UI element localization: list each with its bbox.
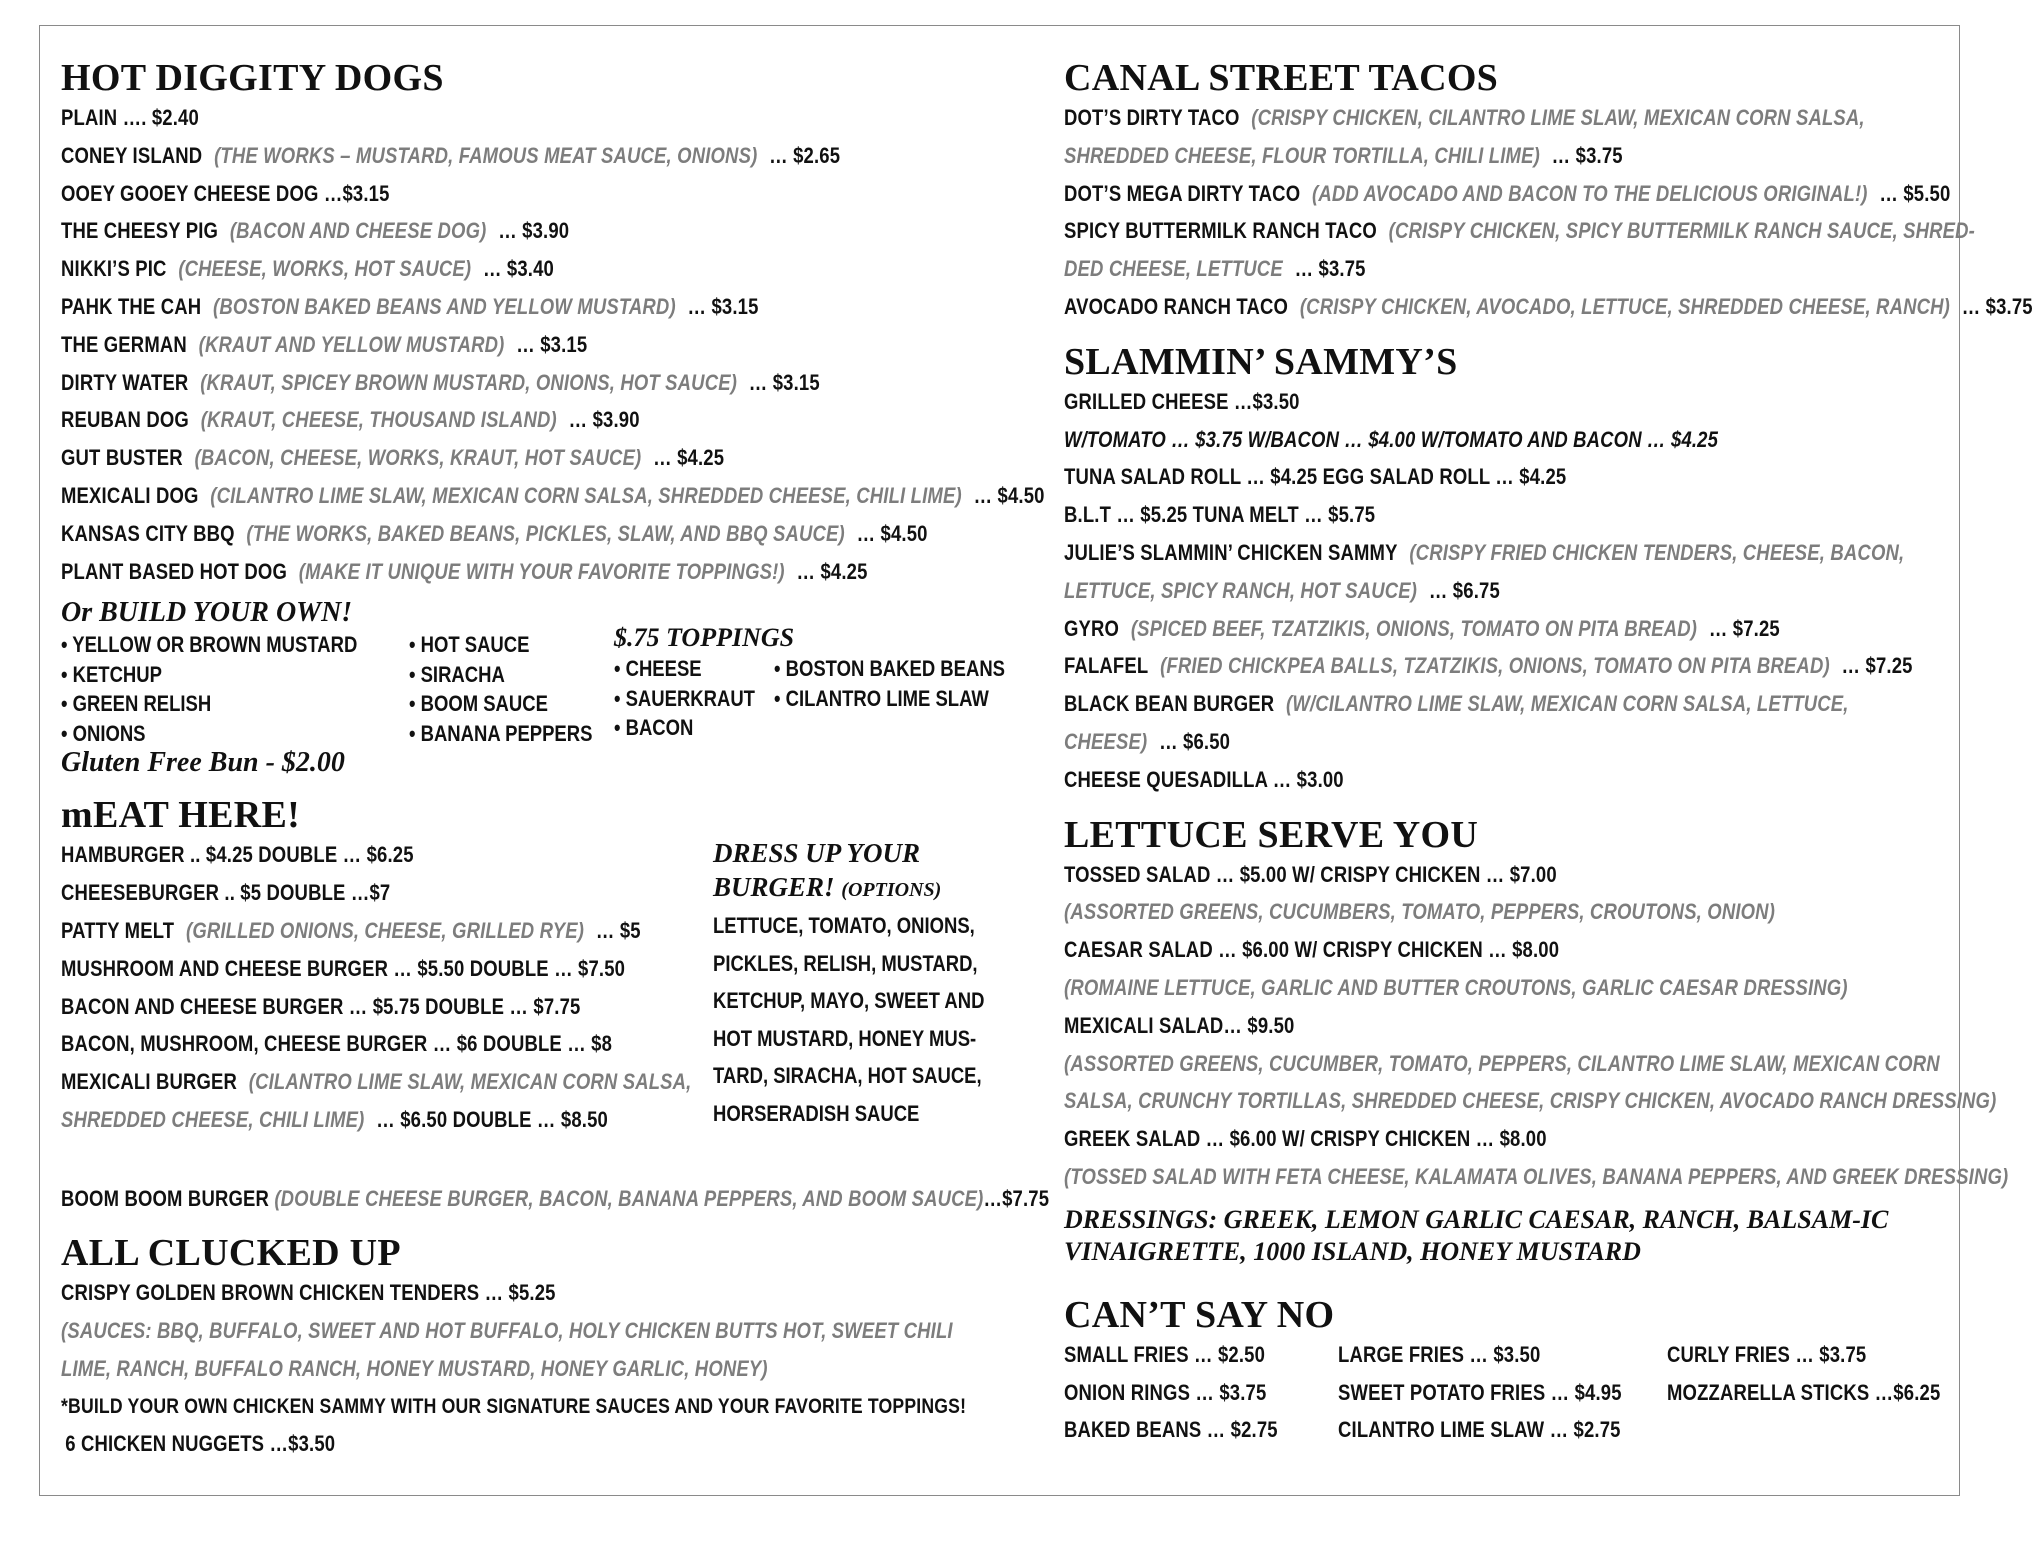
menu-item-description: SHREDDED CHEESE, CHILI LIME) [61,1106,365,1132]
menu-item-description: SALSA, CRUNCHY TORTILLAS, SHREDDED CHEESE, CRISPY CHICKEN, AVOCADO RANCH DRESSING) [1064,1088,1997,1114]
menu-item-description: (ADD AVOCADO AND BACON TO THE DELICIOUS ORIGINAL!) [1312,180,1868,206]
burger-item [61,988,691,1026]
menu-item-name: DOT’S DIRTY TACO [1064,105,1240,130]
menu-item-name: CAESAR SALAD … $6.00 W/ CRISPY CHICKEN … $8.00 [1064,937,1560,963]
menu-item-name: GREEK SALAD … $6.00 W/ CRISPY CHICKEN … $8.00 [1064,1126,1547,1152]
condiments-column-2 [409,630,627,748]
condiments-column-1 [61,630,414,748]
side-item: LARGE FRIES … $3.50 [1338,1341,1541,1367]
menu-item-description: (CRISPY CHICKEN, SPICY BUTTERMILK RANCH SAUCE, SHRED- [1388,218,1975,244]
menu-item-name: MUSHROOM AND CHEESE BURGER … $5.50 DOUBLE … $7.50 [61,955,626,981]
menu-item-price: … $7.25 [1841,653,1913,679]
menu-item-description: (KRAUT AND YELLOW MUSTARD) [198,331,505,357]
meat-here-heading: mEAT HERE! [61,794,301,837]
topping-option: • KETCHUP [61,661,162,687]
menu-item-price: … $6.50 DOUBLE … $8.50 [376,1106,608,1132]
menu-item-description: (KRAUT, SPICEY BROWN MUSTARD, ONIONS, HOT SAUCE) [200,369,738,395]
menu-item-description: (GRILLED ONIONS, CHEESE, GRILLED RYE) [186,917,585,943]
menu-item-price: … $7.25 [1708,615,1780,641]
menu-item-price: … $4.25 [653,445,725,471]
menu-item-name: PAHK THE CAH [61,293,202,319]
hot-dog-item [61,515,928,553]
menu-item-name: BOOM BOOM BURGER [61,1186,270,1212]
menu-item-description: (FRIED CHICKPEA BALLS, TZATZIKIS, ONIONS, TOMATO ON PITA BREAD) [1160,653,1830,679]
menu-item-description: (BOSTON BAKED BEANS AND YELLOW MUSTARD) [213,293,676,319]
salads-list [1064,856,2009,1196]
menu-item-name: TOSSED SALAD … $5.00 W/ CRISPY CHICKEN … $7.00 [1064,861,1557,887]
menu-item-description: (TOSSED SALAD WITH FETA CHEESE, KALAMATA OLIVES, BANANA PEPPERS, AND GREEK DRESSING) [1064,1163,2009,1189]
menu-item-name: B.L.T … $5.25 TUNA MELT … $5.75 [1064,502,1376,528]
hot-dogs-heading: HOT DIGGITY DOGS [61,57,444,99]
menu-item-description: LETTUCE, SPICY RANCH, HOT SAUCE) [1064,577,1418,603]
menu-item-name: MEXICALI SALAD… $9.50 [1064,1012,1295,1038]
topping-option: • GREEN RELISH [61,691,212,717]
sammy-item [1064,496,1820,534]
hot-dog-item [61,175,867,213]
burger-item [61,950,691,988]
salad-item [1064,1120,1820,1158]
sides-column-2 [1338,1336,1676,1449]
menu-item-description: (THE WORKS, BAKED BEANS, PICKLES, SLAW, AND BBQ SAUCE) [246,520,845,546]
menu-item-name: OOEY GOOEY CHEESE DOG …$3.15 [61,180,390,206]
hot-dog-item [61,401,867,439]
menu-item-description: (CILANTRO LIME SLAW, MEXICAN CORN SALSA, [248,1069,692,1095]
build-your-own-options [61,623,1021,748]
salad-item [1064,1082,1997,1120]
sammy-item [1064,572,1820,610]
sammy-item [1064,761,1820,799]
salad-item [1064,893,1820,931]
salad-item [1064,1158,2009,1196]
topping-option: • BOSTON BAKED BEANS [774,656,1005,682]
menu-item-description: (MAKE IT UNIQUE WITH YOUR FAVORITE TOPPINGS!) [298,558,785,584]
menu-item-name: HAMBURGER .. $4.25 DOUBLE … $6.25 [61,842,414,868]
taco-item [1064,212,1975,250]
taco-item [1064,288,2033,326]
menu-item-description: (BACON, CHEESE, WORKS, KRAUT, HOT SAUCE) [194,445,642,471]
menu-item-price: … $6.50 [1159,728,1231,754]
menu-item-name: SPICY BUTTERMILK RANCH TACO [1064,218,1377,244]
menu-item-name: KANSAS CITY BBQ [61,520,235,546]
menu-item-name: FALAFEL [1064,653,1149,679]
chicken-nuggets: 6 CHICKEN NUGGETS …$3.50 [65,1431,336,1457]
topping-option: • SIRACHA [409,661,505,687]
salads-heading: LETTUCE SERVE YOU [1064,813,1479,856]
hot-dog-item [61,439,867,477]
menu-item-price: … $3.15 [748,369,820,395]
menu-item-name: THE GERMAN [61,331,187,357]
menu-item-name: CHEESE QUESADILLA … $3.00 [1064,766,1344,792]
burger-item [61,1063,691,1101]
menu-item-name: AVOCADO RANCH TACO [1064,293,1289,319]
salad-item [1064,969,1848,1007]
sammys-list [1064,458,1964,798]
dress-up-heading [713,836,1013,907]
menu-item-name: PATTY MELT [61,917,175,943]
sammy-item [1064,723,1820,761]
hot-dog-item [61,288,867,326]
dress-up-title: DRESS UP YOUR BURGER! [713,838,921,903]
menu-item-price: … $2.65 [769,142,841,168]
sauces-line-2: LIME, RANCH, BUFFALO RANCH, HONEY MUSTARD, HONEY GARLIC, HONEY) [61,1355,768,1381]
menu-item-price: … $4.50 [973,482,1045,508]
grilled-cheese-options: W/TOMATO … $3.75 W/BACON … $4.00 W/TOMATO AND BACON … $4.25 [1064,426,1719,452]
menu-item-price: … $3.75 [1551,142,1623,168]
topping-option: • ONIONS [61,720,146,746]
taco-item [1064,99,1865,137]
topping-option: • CILANTRO LIME SLAW [774,685,989,711]
burger-section [61,836,1021,1180]
sammy-item [1064,647,1913,685]
hot-dog-item [61,477,1045,515]
taco-item [1064,137,1820,175]
boom-boom-burger [61,1180,1050,1218]
topping-option: • BACON [614,715,694,741]
side-item: ONION RINGS … $3.75 [1064,1379,1267,1405]
menu-item-name: DOT’S MEGA DIRTY TACO [1064,180,1301,206]
menu-item-price: … $3.90 [568,407,640,433]
menu-item-name: MEXICALI DOG [61,482,199,508]
menu-item-description: (CHEESE, WORKS, HOT SAUCE) [178,256,472,282]
hot-dogs-list [61,99,1045,590]
menu-item-description: (W/CILANTRO LIME SLAW, MEXICAN CORN SALSA, LETTUCE, [1286,691,1849,717]
menu-item-name: DIRTY WATER [61,369,189,395]
right-column [1064,57,2033,1454]
menu-item-description: (CILANTRO LIME SLAW, MEXICAN CORN SALSA, SHREDDED CHEESE, CHILI LIME) [210,482,962,508]
menu-item-price: … $3.75 [1961,293,2033,319]
sammys-heading: SLAMMIN’ SAMMY’S [1064,340,1458,383]
menu-item-name: GYRO [1064,615,1120,641]
toppings-heading: $.75 TOPPINGS [614,623,795,653]
side-item: CILANTRO LIME SLAW … $2.75 [1338,1417,1621,1443]
menu-item-price: … $5 [595,917,641,943]
hot-dog-item [61,212,867,250]
topping-option: • CHEESE [614,656,702,682]
menu-item-description: CHEESE) [1064,728,1148,754]
sammy-item [1064,685,1849,723]
sammy-item [1064,610,1820,648]
dress-up-box [713,836,1013,1132]
menu-item-name: THE CHEESY PIG [61,218,219,244]
menu-item-price: … $5.50 [1879,180,1951,206]
menu-item-price: … $3.15 [516,331,588,357]
side-item: SMALL FRIES … $2.50 [1064,1341,1266,1367]
burger-item [61,912,691,950]
menu-item-description: (SPICED BEEF, TZATZIKIS, ONIONS, TOMATO ON PITA BREAD) [1130,615,1698,641]
salad-item [1064,1045,1940,1083]
menu-item-price: …$7.75 [983,1186,1050,1212]
build-chicken-sammy-note: *BUILD YOUR OWN CHICKEN SAMMY WITH OUR SIGNATURE SAUCES AND YOUR FAVORITE TOPPINGS! [61,1394,967,1418]
menu-item-name: NIKKI’S PIC [61,256,167,282]
hot-dog-item [61,99,867,137]
menu-item-name: BACON AND CHEESE BURGER … $5.75 DOUBLE … $7.75 [61,993,581,1019]
hot-dog-item [61,326,867,364]
sammy-item [1064,534,1905,572]
sammy-item [1064,458,1820,496]
menu-item-price: … $4.25 [796,558,868,584]
salad-item [1064,856,1820,894]
build-your-own-heading: Or BUILD YOUR OWN! [61,597,353,629]
menu-item-price: … $3.15 [687,293,759,319]
menu-item-price: … $4.50 [856,520,928,546]
tacos-list [1064,99,2033,326]
menu-item-price: … $3.90 [498,218,570,244]
toppings-column-2 [774,654,1049,713]
menu-item-description: (THE WORKS – MUSTARD, FAMOUS MEAT SAUCE, ONIONS) [214,142,758,168]
side-item: CURLY FRIES … $3.75 [1667,1341,1867,1367]
menu-item-description: DED CHEESE, LETTUCE [1064,256,1283,282]
menu-item-description: (ASSORTED GREENS, CUCUMBER, TOMATO, PEPPERS, CILANTRO LIME SLAW, MEXICAN CORN [1064,1050,1940,1076]
dressings-note: DRESSINGS: GREEK, LEMON GARLIC CAESAR, RANCH, BALSAM-IC VINAIGRETTE, 1000 ISLAND, HONEY MUSTARD [1064,1204,1889,1266]
sides-column-1 [1064,1336,1318,1449]
menu-item-description: (CRISPY CHICKEN, CILANTRO LIME SLAW, MEXICAN CORN SALSA, [1251,105,1865,130]
chicken-tenders: CRISPY GOLDEN BROWN CHICKEN TENDERS … $5.25 [61,1280,556,1306]
dress-up-toppings: LETTUCE, TOMATO, ONIONS, PICKLES, RELISH, MUSTARD, KETCHUP, MAYO, SWEET AND HOT MUSTARD, HONEY MUS-TARD, SIRACHA, HOT SAUCE, HORSERADISH SAUCE [713,913,985,1126]
menu-item-description: (KRAUT, CHEESE, THOUSAND ISLAND) [200,407,557,433]
menu-item-name: JULIE’S SLAMMIN’ CHICKEN SAMMY [1064,539,1398,565]
topping-option: • BANANA PEPPERS [409,720,593,746]
topping-option: • SAUERKRAUT [614,685,755,711]
tacos-heading: CANAL STREET TACOS [1064,57,1499,99]
menu-item-price: … $3.40 [482,256,555,282]
topping-option: • HOT SAUCE [409,632,530,658]
menu-item-name: PLAIN …. $2.40 [61,105,199,130]
hot-dog-item [61,553,867,591]
side-item: BAKED BEANS … $2.75 [1064,1417,1278,1443]
menu-item-description: (ROMAINE LETTUCE, GARLIC AND BUTTER CROUTONS, GARLIC CAESAR DRESSING) [1064,974,1848,1000]
menu-item-description: (DOUBLE CHEESE BURGER, BACON, BANANA PEPPERS, AND BOOM SAUCE) [274,1186,984,1212]
clucked-heading: ALL CLUCKED UP [61,1232,401,1275]
menu-item-name: PLANT BASED HOT DOG [61,558,287,584]
grilled-cheese: GRILLED CHEESE …$3.50 [1064,388,1300,414]
menu-item-name: TUNA SALAD ROLL … $4.25 EGG SALAD ROLL … $4.25 [1064,464,1567,490]
salad-item [1064,1007,1820,1045]
taco-item [1064,250,1820,288]
burger-list [61,836,812,1138]
topping-option: • BOOM SAUCE [409,691,548,717]
dress-up-options-label: (OPTIONS) [841,879,942,902]
menu-item-description: (ASSORTED GREENS, CUCUMBERS, TOMATO, PEPPERS, CROUTONS, ONION) [1064,899,1776,925]
menu-item-name: BLACK BEAN BURGER [1064,691,1275,717]
menu-item-price: … $3.75 [1294,256,1366,282]
burger-item [61,874,691,912]
menu-item-name: MEXICALI BURGER [61,1069,238,1095]
menu-item-price: … $6.75 [1428,577,1500,603]
sauces-line-1: (SAUCES: BBQ, BUFFALO, SWEET AND HOT BUFFALO, HOLY CHICKEN BUTTS HOT, SWEET CHILI [61,1317,953,1343]
topping-option: • YELLOW OR BROWN MUSTARD [61,632,358,658]
burger-item [61,836,691,874]
hot-dog-item [61,364,867,402]
burger-item [61,1025,691,1063]
hot-dog-item [61,250,867,288]
toppings-column-1 [614,654,782,743]
burger-item [61,1101,691,1139]
sides-column-3 [1667,1336,1992,1412]
menu-item-description: (CRISPY CHICKEN, AVOCADO, LETTUCE, SHREDDED CHEESE, RANCH) [1299,293,1950,319]
hot-dog-item [61,137,867,175]
menu-item-description: (CRISPY FRIED CHICKEN TENDERS, CHEESE, BACON, [1409,539,1905,565]
taco-item [1064,175,1951,213]
menu-item-description: (BACON AND CHEESE DOG) [229,218,487,244]
gluten-free-note: Gluten Free Bun - $2.00 [61,747,345,779]
salad-item [1064,931,1820,969]
menu-item-name: GUT BUSTER [61,445,183,471]
sides-grid [1064,1336,1964,1454]
sides-heading: CAN’T SAY NO [1064,1293,1335,1336]
menu-item-name: CONEY ISLAND [61,142,203,168]
menu-item-description: SHREDDED CHEESE, FLOUR TORTILLA, CHILI LIME) [1064,142,1540,168]
side-item: SWEET POTATO FRIES … $4.95 [1338,1379,1622,1405]
side-item: MOZZARELLA STICKS …$6.25 [1667,1379,1941,1405]
menu-item-name: CHEESEBURGER .. $5 DOUBLE …$7 [61,880,391,906]
menu-item-name: REUBAN DOG [61,407,189,433]
menu-item-name: BACON, MUSHROOM, CHEESE BURGER … $6 DOUBLE … $8 [61,1031,613,1057]
left-column [61,57,1050,1463]
